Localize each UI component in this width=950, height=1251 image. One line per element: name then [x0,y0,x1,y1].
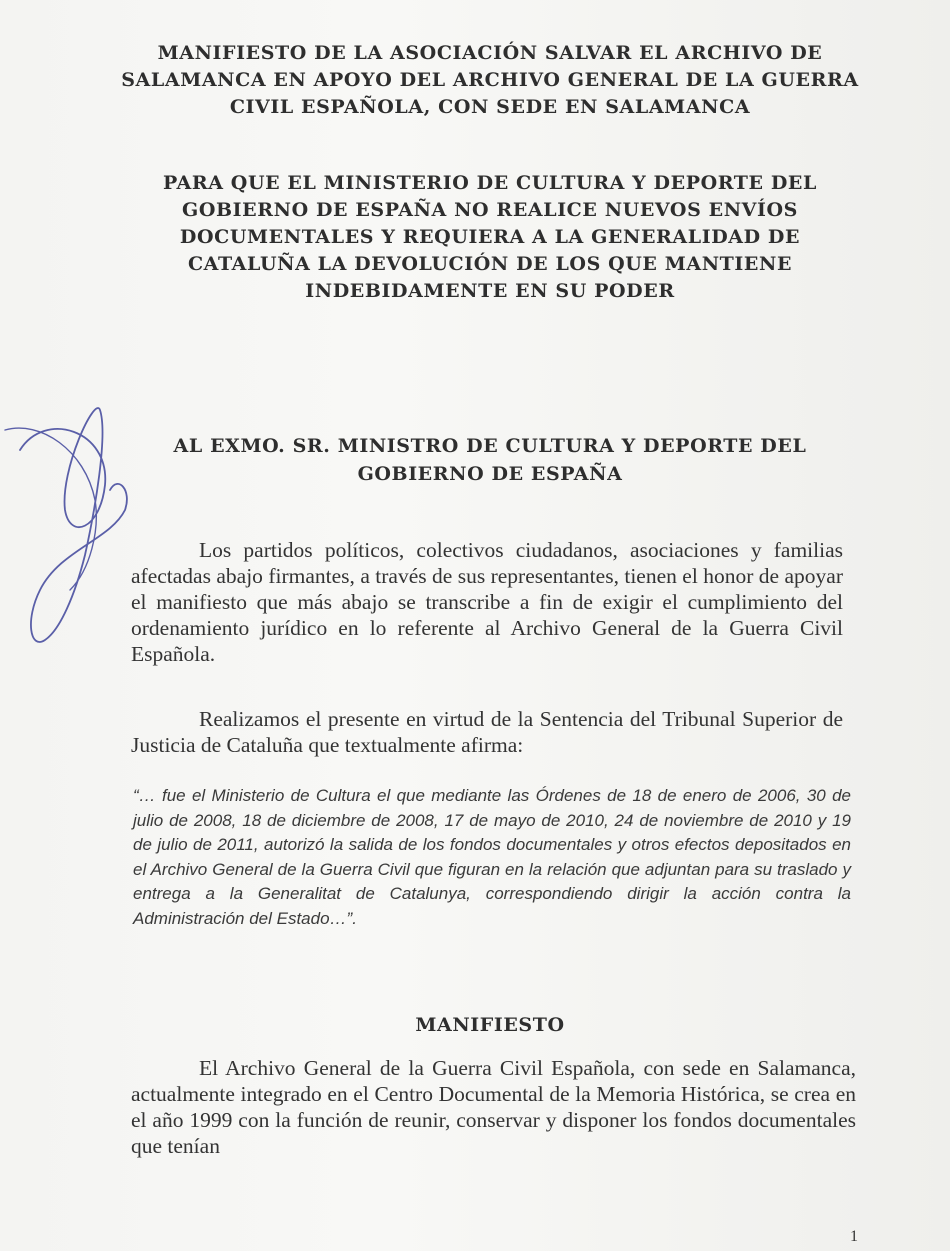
intro-paragraph: Los partidos políticos, colectivos ciudadanos, asociaciones y familias afectadas abajo firmantes, a través de sus representantes, tienen el honor de apoyar el manifiesto que más abajo se transcribe a fin de exigir el cumplimiento del ordenamiento jurídico en lo referente al Archivo General de la Guerra Civil Española. [131,538,843,666]
handwritten-signature [0,390,140,650]
document-subtitle: PARA QUE EL MINISTERIO DE CULTURA Y DEPORTE DEL GOBIERNO DE ESPAÑA NO REALICE NUEVOS ENVÍOS DOCUMENTALES Y REQUIERA A LA GENERALIDAD DE CATALUÑA LA DEVOLUCIÓN DE LOS QUE MANTIENE INDEBIDAMENTE EN SU PODER [163,172,817,302]
sentence-paragraph: Realizamos el presente en virtud de la Sentencia del Tribunal Superior de Justicia de Cataluña que textualmente afirma: [131,707,843,757]
manifesto-paragraph: El Archivo General de la Guerra Civil Española, con sede en Salamanca, actualmente integrado en el Centro Documental de la Memoria Histórica, se crea en el año 1999 con la función de reunir, conservar y disponer los fondos documentales que tenían [131,1056,856,1158]
court-quote: “… fue el Ministerio de Cultura el que mediante las Órdenes de 18 de enero de 2006, 30 de julio de 2008, 18 de diciembre de 2008, 17 de mayo de 2010, 24 de noviembre de 2010 y 19 de julio de 2011, autorizó la salida de los fondos documentales y otros efectos depositados en el Archivo General de la Guerra Civil que figuran en la relación que adjuntan para su traslado y entrega a la Generalitat de Catalunya, correspondiendo dirigir la acción contra la Administración del Estado…”. [133,786,851,928]
document-title: MANIFIESTO DE LA ASOCIACIÓN SALVAR EL ARCHIVO DE SALAMANCA EN APOYO DEL ARCHIVO GENERAL DE LA GUERRA CIVIL ESPAÑOLA, CON SEDE EN SALAMANCA [121,42,859,118]
page-number: 1 [850,1228,858,1245]
addressee-heading: AL EXMO. SR. MINISTRO DE CULTURA Y DEPORTE DEL GOBIERNO DE ESPAÑA [173,435,807,485]
manifesto-heading: MANIFIESTO [415,1014,565,1036]
